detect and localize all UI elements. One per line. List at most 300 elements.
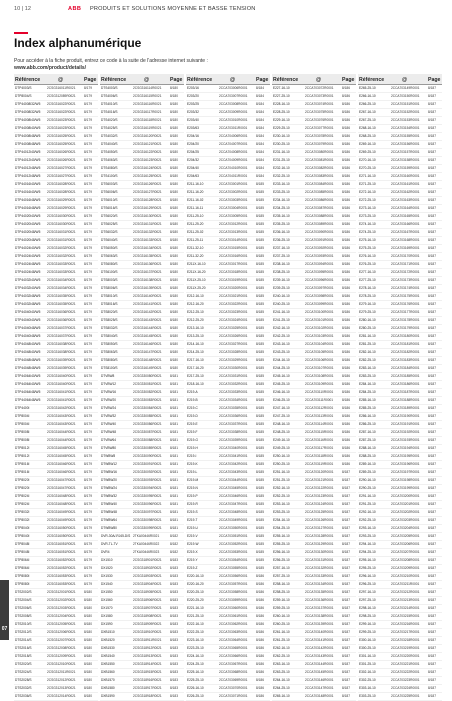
product-code-link[interactable]: 2CCA703097R0001 <box>305 286 334 290</box>
product-code-link[interactable]: 2CSG316051R0021 <box>47 542 76 546</box>
product-code-link[interactable]: 2CSG330096R0021 <box>133 502 162 506</box>
product-code-link[interactable]: 2CSG312008R0021 <box>47 646 76 650</box>
product-code-link[interactable]: 2CCA703081R0001 <box>305 158 334 162</box>
product-code-link[interactable]: 2CSG312005R0021 <box>47 622 76 626</box>
product-code-link[interactable]: 2CCA703124R0001 <box>305 502 334 506</box>
product-code-link[interactable]: 2CCA703084R0001 <box>305 182 334 186</box>
product-code-link[interactable]: 2CCA703160R0001 <box>391 174 420 178</box>
product-code-link[interactable]: 2CSG330099R0021 <box>133 526 162 530</box>
product-code-link[interactable]: 2CCA703101R0001 <box>305 318 334 322</box>
product-code-link[interactable]: 2CSG316040R0021 <box>47 374 76 378</box>
product-code-link[interactable]: 2CSG316030R0021 <box>47 222 76 226</box>
product-code-link[interactable]: 2CSG316033R0021 <box>47 270 76 274</box>
product-code-link[interactable]: 2CSG316050R0021 <box>47 526 76 530</box>
product-code-link[interactable]: 2CSG318908R0021 <box>133 614 162 618</box>
product-code-link[interactable]: 2CCA703016R0001 <box>219 254 248 258</box>
product-code-link[interactable]: 2CSG316138R0021 <box>133 278 162 282</box>
product-code-link[interactable]: 2CCA703185R0001 <box>391 374 420 378</box>
product-code-link[interactable]: 2CCA703165R0001 <box>391 214 420 218</box>
product-code-link[interactable]: 2CSG330084R0021 <box>133 406 162 410</box>
product-code-link[interactable]: 2CCA703057R0001 <box>219 582 248 586</box>
product-code-link[interactable]: 2CCA703216R0001 <box>391 622 420 626</box>
product-code-link[interactable]: 2CSG312002R0021 <box>47 598 76 602</box>
product-code-link[interactable]: 2CCA703022R0001 <box>219 302 248 306</box>
product-code-link[interactable]: 2CCA703078R0001 <box>305 134 334 138</box>
product-code-link[interactable]: 2CSG316040R0021 <box>47 382 76 386</box>
product-code-link[interactable]: 2CCA703133R0001 <box>305 574 334 578</box>
product-code-link[interactable]: 2CCA703043R0001 <box>219 470 248 474</box>
product-code-link[interactable]: 2CCA703070R0001 <box>219 686 248 690</box>
product-code-link[interactable]: 2CCA703096R0001 <box>305 278 334 282</box>
product-code-link[interactable]: 2CCA703032R0001 <box>219 382 248 386</box>
product-code-link[interactable]: 2CCA704006R0001 <box>219 134 248 138</box>
product-code-link[interactable]: 2CCA703015R0001 <box>219 246 248 250</box>
product-code-link[interactable]: 2CCA703194R0001 <box>391 446 420 450</box>
product-code-link[interactable]: 2CCA703204R0001 <box>391 526 420 530</box>
product-code-link[interactable]: 2CCA703008R0001 <box>219 102 248 106</box>
product-code-link[interactable]: 2CSG316125R0021 <box>133 174 162 178</box>
product-code-link[interactable]: 2CSG316047R0021 <box>47 478 76 482</box>
product-code-link[interactable]: 2CCA703111R0001 <box>305 398 334 402</box>
product-code-link[interactable]: 2CSG318913R0021 <box>133 654 162 658</box>
product-code-link[interactable]: 2CSG316122R0021 <box>133 150 162 154</box>
product-code-link[interactable]: 2CCA703118R0001 <box>305 454 334 458</box>
product-code-link[interactable]: 2CCA703155R0001 <box>391 134 420 138</box>
product-code-link[interactable]: 2CSG316049R0021 <box>47 510 76 514</box>
product-code-link[interactable]: 2CCA703176R0001 <box>391 302 420 306</box>
product-code-link[interactable]: 2CCA703140R0001 <box>305 630 334 634</box>
product-code-link[interactable]: 2CSG330098R0021 <box>133 518 162 522</box>
product-code-link[interactable]: 2CSG316022R0021 <box>47 110 76 114</box>
product-code-link[interactable]: 2CCA703102R0001 <box>305 326 334 330</box>
product-code-link[interactable]: 2CCA703048R0001 <box>219 510 248 514</box>
product-code-link[interactable]: 2CSG316114R0021 <box>133 86 162 90</box>
product-code-link[interactable]: 2CCA703147R0001 <box>305 686 334 690</box>
product-code-link[interactable]: 2CCA703023R0001 <box>219 310 248 314</box>
product-code-link[interactable]: 2CCA703107R0001 <box>305 366 334 370</box>
product-code-link[interactable]: 2CSG330091R0021 <box>133 462 162 466</box>
product-code-link[interactable]: 2CSG316135R0021 <box>133 254 162 258</box>
product-code-link[interactable]: 2CSG316037R0021 <box>47 334 76 338</box>
product-code-link[interactable]: 2CCA703142R0001 <box>305 646 334 650</box>
product-code-link[interactable]: 2CCA703148R0001 <box>305 694 334 698</box>
product-code-link[interactable]: 2CSG316031R0021 <box>47 238 76 242</box>
product-code-link[interactable]: 2CCA703086R0001 <box>305 198 334 202</box>
product-code-link[interactable]: 2CCA703196R0001 <box>391 462 420 466</box>
product-code-link[interactable]: 2CCA703202R0001 <box>391 510 420 514</box>
product-code-link[interactable]: 2CSG316034R0021 <box>47 278 76 282</box>
product-code-link[interactable]: 2CSG316046R0021 <box>47 462 76 466</box>
product-code-link[interactable]: 2CCA703052R0001 <box>219 542 248 546</box>
product-code-link[interactable]: 2CCA703053R0001 <box>219 550 248 554</box>
product-code-link[interactable]: 2CCA703212R0001 <box>391 590 420 594</box>
product-code-link[interactable]: 2CCA703050R0001 <box>219 526 248 530</box>
product-code-link[interactable]: 2CSG316139R0021 <box>133 286 162 290</box>
product-code-link[interactable]: 2CSG316124R0021 <box>133 166 162 170</box>
product-code-link[interactable]: 2CSG316045R0021 <box>47 446 76 450</box>
product-code-link[interactable]: 2CCA703088R0001 <box>305 214 334 218</box>
product-code-link[interactable]: 2CSG316026R0021 <box>47 158 76 162</box>
product-code-link[interactable]: 2CSG318902R0021 <box>133 566 162 570</box>
product-code-link[interactable]: 2CCA703017R0001 <box>219 262 248 266</box>
product-code-link[interactable]: 2CSG316035R0021 <box>47 294 76 298</box>
product-code-link[interactable]: 2CCA703129R0001 <box>305 542 334 546</box>
product-code-link[interactable]: 2CCA703091R0001 <box>305 238 334 242</box>
product-code-link[interactable]: 2CCA703223R0001 <box>391 678 420 682</box>
product-code-link[interactable]: 2CSG330081R0021 <box>133 382 162 386</box>
product-code-link[interactable]: 2CCA703019R0001 <box>219 278 248 282</box>
product-code-link[interactable]: 2CCA703087R0001 <box>305 206 334 210</box>
product-code-link[interactable]: 2CCA703164R0001 <box>391 206 420 210</box>
product-code-link[interactable]: 2CSG316133R0021 <box>133 238 162 242</box>
product-code-link[interactable]: 2CCA703211R0001 <box>391 582 420 586</box>
product-url-link[interactable]: www.abb.com/product/details/ <box>14 65 87 71</box>
product-code-link[interactable]: 2CSG316027R0021 <box>47 174 76 178</box>
product-code-link[interactable]: 2CCA703224R0001 <box>391 686 420 690</box>
product-code-link[interactable]: 2CSG316117R0021 <box>133 110 162 114</box>
product-code-link[interactable]: 2CSG316048R0021 <box>47 502 76 506</box>
product-code-link[interactable]: 2CCA703186R0001 <box>391 382 420 386</box>
product-code-link[interactable]: 2CSG316115R0021 <box>133 94 162 98</box>
product-code-link[interactable]: 2CCA703025R0001 <box>219 326 248 330</box>
product-code-link[interactable]: 2CSG316025R0021 <box>47 142 76 146</box>
product-code-link[interactable]: 2CCA703130R0001 <box>305 550 334 554</box>
product-code-link[interactable]: 2CSG312013R0021 <box>47 686 76 690</box>
product-code-link[interactable]: 2CCA703109R0001 <box>305 382 334 386</box>
product-code-link[interactable]: 2CCA703150R0001 <box>391 94 420 98</box>
product-code-link[interactable]: 2CSG316034R0021 <box>47 286 76 290</box>
product-code-link[interactable]: 2CSG318905R0021 <box>133 590 162 594</box>
product-code-link[interactable]: 2CCA703083R0001 <box>305 174 334 178</box>
product-code-link[interactable]: 2CCA703169R0001 <box>391 246 420 250</box>
product-code-link[interactable]: 2CSG316039R0021 <box>47 358 76 362</box>
product-code-link[interactable]: 2CCA704008R0001 <box>219 150 248 154</box>
product-code-link[interactable]: 2CSG318907R0021 <box>133 606 162 610</box>
product-code-link[interactable]: 2CSG316119R0021 <box>133 126 162 130</box>
product-code-link[interactable]: 2CCA703168R0001 <box>391 238 420 242</box>
product-code-link[interactable]: 2CSG316140R0021 <box>133 294 162 298</box>
product-code-link[interactable]: 2CSG318901R0021 <box>133 558 162 562</box>
product-code-link[interactable]: 2CCA703178R0001 <box>391 318 420 322</box>
product-code-link[interactable]: 2CCA703125R0001 <box>305 510 334 514</box>
product-code-link[interactable]: 2CSG316025R0021 <box>47 134 76 138</box>
product-code-link[interactable]: 2CCA703170R0001 <box>391 254 420 258</box>
product-code-link[interactable]: 2CCA703082R0001 <box>305 166 334 170</box>
product-code-link[interactable]: 2CSG316046R0021 <box>47 470 76 474</box>
product-code-link[interactable]: 2CCA703028R0001 <box>219 350 248 354</box>
product-code-link[interactable]: 2CCA703031R0001 <box>219 374 248 378</box>
product-code-link[interactable]: 2CCA703079R0001 <box>305 142 334 146</box>
product-code-link[interactable]: 2CCA704010R0001 <box>219 166 248 170</box>
product-code-link[interactable]: 2CSG318911R0021 <box>133 638 162 642</box>
product-code-link[interactable]: 2CCA703198R0001 <box>391 478 420 482</box>
product-code-link[interactable]: 2CCA703021R0001 <box>219 294 248 298</box>
product-code-link[interactable]: 2CSG316031R0021 <box>47 230 76 234</box>
product-code-link[interactable]: 2CCA703046R0001 <box>219 494 248 498</box>
product-code-link[interactable]: 2CCA703209R0001 <box>391 566 420 570</box>
product-code-link[interactable]: 2CCA703134R0001 <box>305 582 334 586</box>
product-code-link[interactable]: 2CCA703182R0001 <box>391 350 420 354</box>
product-code-link[interactable]: 2CSG316029R0021 <box>47 198 76 202</box>
product-code-link[interactable]: 2CCA703010R0001 <box>219 118 248 122</box>
product-code-link[interactable]: 2CSG312007R0021 <box>47 638 76 642</box>
product-code-link[interactable]: 2CSG316148R0021 <box>133 358 162 362</box>
product-code-link[interactable]: 2CCA703208R0001 <box>391 558 420 562</box>
product-code-link[interactable]: 2CSG316051R0021 <box>47 550 76 554</box>
product-code-link[interactable]: 2CSG316039R0021 <box>47 366 76 370</box>
product-code-link[interactable]: 2CCA703135R0001 <box>305 590 334 594</box>
product-code-link[interactable]: 2CSG316038R0021 <box>47 350 76 354</box>
product-code-link[interactable]: 2CSG312011R0021 <box>47 670 76 674</box>
product-code-link[interactable]: 2CSG312001R0021 <box>47 590 76 594</box>
product-code-link[interactable]: 2CSG316043R0021 <box>47 422 76 426</box>
product-code-link[interactable]: 2CSG318915R0021 <box>133 670 162 674</box>
product-code-link[interactable]: 2CCA703136R0001 <box>305 598 334 602</box>
product-code-link[interactable]: 2CSG316042R0021 <box>47 406 76 410</box>
product-code-link[interactable]: 2CCA703076R0001 <box>305 118 334 122</box>
product-code-link[interactable]: 2CSG316038R0021 <box>47 342 76 346</box>
product-code-link[interactable]: 2CCA703085R0001 <box>305 190 334 194</box>
product-code-link[interactable]: 2CCA703080R0001 <box>305 150 334 154</box>
product-code-link[interactable]: 2CCA703054R0001 <box>219 558 248 562</box>
product-code-link[interactable]: 2CCA703039R0001 <box>219 438 248 442</box>
product-code-link[interactable]: 2CSG316041R0021 <box>47 398 76 402</box>
product-code-link[interactable]: 2CCA703061R0001 <box>219 614 248 618</box>
product-code-link[interactable]: 2CCA703011R0001 <box>219 126 248 130</box>
product-code-link[interactable]: 2CCA703116R0001 <box>305 438 334 442</box>
product-code-link[interactable]: 2CCA703106R0001 <box>305 358 334 362</box>
product-code-link[interactable]: 2CSG316033R0021 <box>47 262 76 266</box>
product-code-link[interactable]: 2TKA00446R0021 <box>133 534 160 538</box>
product-code-link[interactable]: 2CSG316146R0021 <box>133 342 162 346</box>
product-code-link[interactable]: 2CCA703183R0001 <box>391 358 420 362</box>
product-code-link[interactable]: 2CCA703188R0001 <box>391 398 420 402</box>
product-code-link[interactable]: 2CSG316043R0021 <box>47 414 76 418</box>
product-code-link[interactable]: 2CCA703161R0001 <box>391 182 420 186</box>
product-code-link[interactable]: 2CSG316026R0021 <box>47 150 76 154</box>
product-code-link[interactable]: 2CCA703060R0001 <box>219 606 248 610</box>
product-code-link[interactable]: 2CCA703219R0001 <box>391 646 420 650</box>
product-code-link[interactable]: 2CSG330080R0021 <box>133 374 162 378</box>
product-code-link[interactable]: 2CCA703145R0001 <box>305 670 334 674</box>
product-code-link[interactable]: 2CSG316145R0021 <box>133 334 162 338</box>
product-code-link[interactable]: 2CCA703120R0001 <box>305 470 334 474</box>
product-code-link[interactable]: 2CCA703033R0001 <box>219 390 248 394</box>
product-code-link[interactable]: 2CSG316137R0021 <box>133 270 162 274</box>
product-code-link[interactable]: 2CCA703172R0001 <box>391 270 420 274</box>
product-code-link[interactable]: 2TKA00446R0022 <box>133 542 160 546</box>
product-code-link[interactable]: 2CCA703044R0001 <box>219 478 248 482</box>
product-code-link[interactable]: 2CCA703175R0001 <box>391 294 420 298</box>
product-code-link[interactable]: 2CCA703056R0001 <box>219 574 248 578</box>
product-code-link[interactable]: 2CCA703071R0001 <box>219 694 248 698</box>
product-code-link[interactable]: 2CCA703179R0001 <box>391 326 420 330</box>
product-code-link[interactable]: 2CCA703181R0001 <box>391 342 420 346</box>
product-code-link[interactable]: 2CCA703162R0001 <box>391 190 420 194</box>
product-code-link[interactable]: 2CSG316132R0021 <box>133 230 162 234</box>
product-code-link[interactable]: 2CSG316142R0021 <box>133 310 162 314</box>
product-code-link[interactable]: 2CSG318916R0021 <box>133 678 162 682</box>
product-code-link[interactable]: 2CSG316049R0021 <box>47 518 76 522</box>
product-code-link[interactable]: 2CCA703030R0001 <box>219 366 248 370</box>
product-code-link[interactable]: 2CSG318909R0021 <box>133 622 162 626</box>
product-code-link[interactable]: 2CCA703225R0001 <box>391 694 420 698</box>
product-code-link[interactable]: 2CCA704011R0001 <box>219 174 248 178</box>
product-code-link[interactable]: 2CCA703177R0001 <box>391 310 420 314</box>
product-code-link[interactable]: 2CCA703098R0001 <box>305 294 334 298</box>
product-code-link[interactable]: 2CSG318917R0021 <box>133 686 162 690</box>
product-code-link[interactable]: 2CCA703063R0001 <box>219 630 248 634</box>
product-code-link[interactable]: 2CCA703122R0001 <box>305 486 334 490</box>
product-code-link[interactable]: 2CCA703074R0001 <box>305 102 334 106</box>
product-code-link[interactable]: 2CSG316052R0021 <box>47 566 76 570</box>
product-code-link[interactable]: 2CCA703195R0001 <box>391 454 420 458</box>
product-code-link[interactable]: 2CSG316032R0021 <box>47 246 76 250</box>
product-code-link[interactable]: 2CCA703077R0001 <box>305 126 334 130</box>
product-code-link[interactable]: 2CCA703159R0001 <box>391 166 420 170</box>
product-code-link[interactable]: 2CSG316143R0021 <box>133 318 162 322</box>
product-code-link[interactable]: 2CCA703163R0001 <box>391 198 420 202</box>
product-code-link[interactable]: 2CCA703075R0001 <box>305 110 334 114</box>
product-code-link[interactable]: 2CCA703089R0001 <box>305 222 334 226</box>
product-code-link[interactable]: 2CCA703174R0001 <box>391 286 420 290</box>
product-code-link[interactable]: 2CSG316147R0021 <box>133 350 162 354</box>
product-code-link[interactable]: 2CCA703214R0001 <box>391 606 420 610</box>
product-code-link[interactable]: 2CCA703040R0001 <box>219 446 248 450</box>
product-code-link[interactable]: 2CSG316037R0021 <box>47 326 76 330</box>
product-code-link[interactable]: 2CCA703221R0001 <box>391 662 420 666</box>
product-code-link[interactable]: 2CSG330082R0021 <box>133 390 162 394</box>
product-code-link[interactable]: 2CCA703156R0001 <box>391 142 420 146</box>
product-code-link[interactable]: 2CSG316044R0021 <box>47 430 76 434</box>
product-code-link[interactable]: 2CCA703137R0001 <box>305 606 334 610</box>
product-code-link[interactable]: 2CSG316123R0021 <box>133 158 162 162</box>
product-code-link[interactable]: 2CCA703192R0001 <box>391 430 420 434</box>
product-code-link[interactable]: 2CSG318906R0021 <box>133 598 162 602</box>
product-code-link[interactable]: 2CSG312010R0021 <box>47 662 76 666</box>
product-code-link[interactable]: 2CCA703173R0001 <box>391 278 420 282</box>
product-code-link[interactable]: 2CCA703006R0001 <box>219 86 248 90</box>
product-code-link[interactable]: 2CSG312004R0021 <box>47 614 76 618</box>
product-code-link[interactable]: 2CSG330093R0021 <box>133 478 162 482</box>
product-code-link[interactable]: 2CCA703143R0001 <box>305 654 334 658</box>
product-code-link[interactable]: 2CSG316136R0021 <box>133 262 162 266</box>
product-code-link[interactable]: 2CCA703007R0001 <box>219 94 248 98</box>
product-code-link[interactable]: 2CSG318912R0021 <box>133 646 162 650</box>
product-code-link[interactable]: 2CSG316032R0021 <box>47 254 76 258</box>
product-code-link[interactable]: 2CCA703035R0001 <box>219 406 248 410</box>
product-code-link[interactable]: 2CCA703220R0001 <box>391 654 420 658</box>
product-code-link[interactable]: 2CSG316053R0021 <box>47 582 76 586</box>
product-code-link[interactable]: 2CCA703207R0001 <box>391 550 420 554</box>
product-code-link[interactable]: 2CCA703105R0001 <box>305 350 334 354</box>
product-code-link[interactable]: 2CCA703197R0001 <box>391 470 420 474</box>
product-code-link[interactable]: 2CSG312012R0021 <box>47 678 76 682</box>
product-code-link[interactable]: 2CSG312009R0021 <box>47 654 76 658</box>
product-code-link[interactable]: 2CSG316035R0021 <box>47 302 76 306</box>
product-code-link[interactable]: 2CCA703045R0001 <box>219 486 248 490</box>
product-code-link[interactable]: 2CCA703131R0001 <box>305 558 334 562</box>
product-code-link[interactable]: 2CCA703189R0001 <box>391 406 420 410</box>
product-code-link[interactable]: 2CCA703073R0001 <box>305 94 334 98</box>
product-code-link[interactable]: 2CSG316128R0021 <box>133 198 162 202</box>
product-code-link[interactable]: 2CCA703002R0001 <box>219 190 248 194</box>
product-code-link[interactable]: 2CSG316041R0021 <box>47 390 76 394</box>
product-code-link[interactable]: 2CSG316044R0021 <box>47 438 76 442</box>
product-code-link[interactable]: 2CCA703187R0001 <box>391 390 420 394</box>
product-code-link[interactable]: 2CSG330090R0021 <box>133 454 162 458</box>
product-code-link[interactable]: 2CCA704009R0001 <box>219 158 248 162</box>
product-code-link[interactable]: 2CCA703119R0001 <box>305 462 334 466</box>
product-code-link[interactable]: 2CCA703149R0001 <box>391 86 420 90</box>
product-code-link[interactable]: 2CSG330095R0021 <box>133 494 162 498</box>
product-code-link[interactable]: 2CSG316131R0021 <box>133 222 162 226</box>
product-code-link[interactable]: 2CSG312006R0021 <box>47 630 76 634</box>
product-code-link[interactable]: 2CSG316036R0021 <box>47 318 76 322</box>
product-code-link[interactable]: 2CCA703203R0001 <box>391 518 420 522</box>
product-code-link[interactable]: 2CSG316134R0021 <box>133 246 162 250</box>
product-code-link[interactable]: 2CCA703215R0001 <box>391 614 420 618</box>
product-code-link[interactable]: 2CCA703020R0001 <box>219 286 248 290</box>
product-code-link[interactable]: 2CCA703146R0001 <box>305 678 334 682</box>
product-code-link[interactable]: 2CSG316045R0021 <box>47 454 76 458</box>
product-code-link[interactable]: 2CCA703127R0001 <box>305 526 334 530</box>
product-code-link[interactable]: 2CSG316118R0021 <box>133 118 162 122</box>
product-code-link[interactable]: 2CCA703153R0001 <box>391 118 420 122</box>
product-code-link[interactable]: 2CCA703126R0001 <box>305 518 334 522</box>
product-code-link[interactable]: 2CSG316129R0021 <box>133 206 162 210</box>
product-code-link[interactable]: 2CSG318918R0021 <box>133 694 162 698</box>
product-code-link[interactable]: 2CCA704007R0001 <box>219 142 248 146</box>
product-code-link[interactable]: 2CSG316120R0021 <box>133 134 162 138</box>
product-code-link[interactable]: 2CCA703069R0001 <box>219 678 248 682</box>
product-code-link[interactable]: 2CCA703018R0001 <box>219 270 248 274</box>
product-code-link[interactable]: 2CCA703090R0001 <box>305 230 334 234</box>
product-code-link[interactable]: 2CCA703013R0001 <box>219 230 248 234</box>
product-code-link[interactable]: 2CSG316023R0021 <box>47 118 76 122</box>
product-code-link[interactable]: 2CSG330083R0021 <box>133 398 162 402</box>
product-code-link[interactable]: 2CCA703201R0001 <box>391 502 420 506</box>
product-code-link[interactable]: 2CSG316144R0021 <box>133 326 162 330</box>
product-code-link[interactable]: 2CCA703041R0001 <box>219 454 248 458</box>
product-code-link[interactable]: 2CCA703014R0001 <box>219 238 248 242</box>
product-code-link[interactable]: 2CCA703193R0001 <box>391 438 420 442</box>
product-code-link[interactable]: 2CCA703065R0001 <box>219 646 248 650</box>
product-code-link[interactable]: 2CCA703068R0001 <box>219 670 248 674</box>
product-code-link[interactable]: 2CCA703132R0001 <box>305 566 334 570</box>
product-code-link[interactable]: 2CSG316126R0021 <box>133 182 162 186</box>
product-code-link[interactable]: 2CSG316011R0021 <box>47 86 76 90</box>
product-code-link[interactable]: 2CCA703059R0001 <box>219 598 248 602</box>
product-code-link[interactable]: 2CSG316036R0021 <box>47 310 76 314</box>
product-code-link[interactable]: 2CSG316027R0021 <box>47 166 76 170</box>
product-code-link[interactable]: 2CCA703047R0001 <box>219 502 248 506</box>
product-code-link[interactable]: 2CCA703095R0001 <box>305 270 334 274</box>
product-code-link[interactable]: 2CCA703154R0001 <box>391 126 420 130</box>
product-code-link[interactable]: 2CCA703112R0001 <box>305 406 334 410</box>
product-code-link[interactable]: 2CSG330088R0021 <box>133 438 162 442</box>
product-code-link[interactable]: 2CSG312014R0021 <box>47 694 76 698</box>
product-code-link[interactable]: 2CSG312089R0021 <box>47 94 76 98</box>
product-code-link[interactable]: 2CCA703114R0001 <box>305 422 334 426</box>
product-code-link[interactable]: 2CCA703123R0001 <box>305 494 334 498</box>
product-code-link[interactable]: 2CCA703110R0001 <box>305 390 334 394</box>
product-code-link[interactable]: 2CCA703064R0001 <box>219 638 248 642</box>
product-code-link[interactable]: 2CCA703218R0001 <box>391 638 420 642</box>
product-code-link[interactable]: 2CCA703152R0001 <box>391 110 420 114</box>
product-code-link[interactable]: 2CSG330087R0021 <box>133 430 162 434</box>
product-code-link[interactable]: 2CCA703141R0001 <box>305 638 334 642</box>
